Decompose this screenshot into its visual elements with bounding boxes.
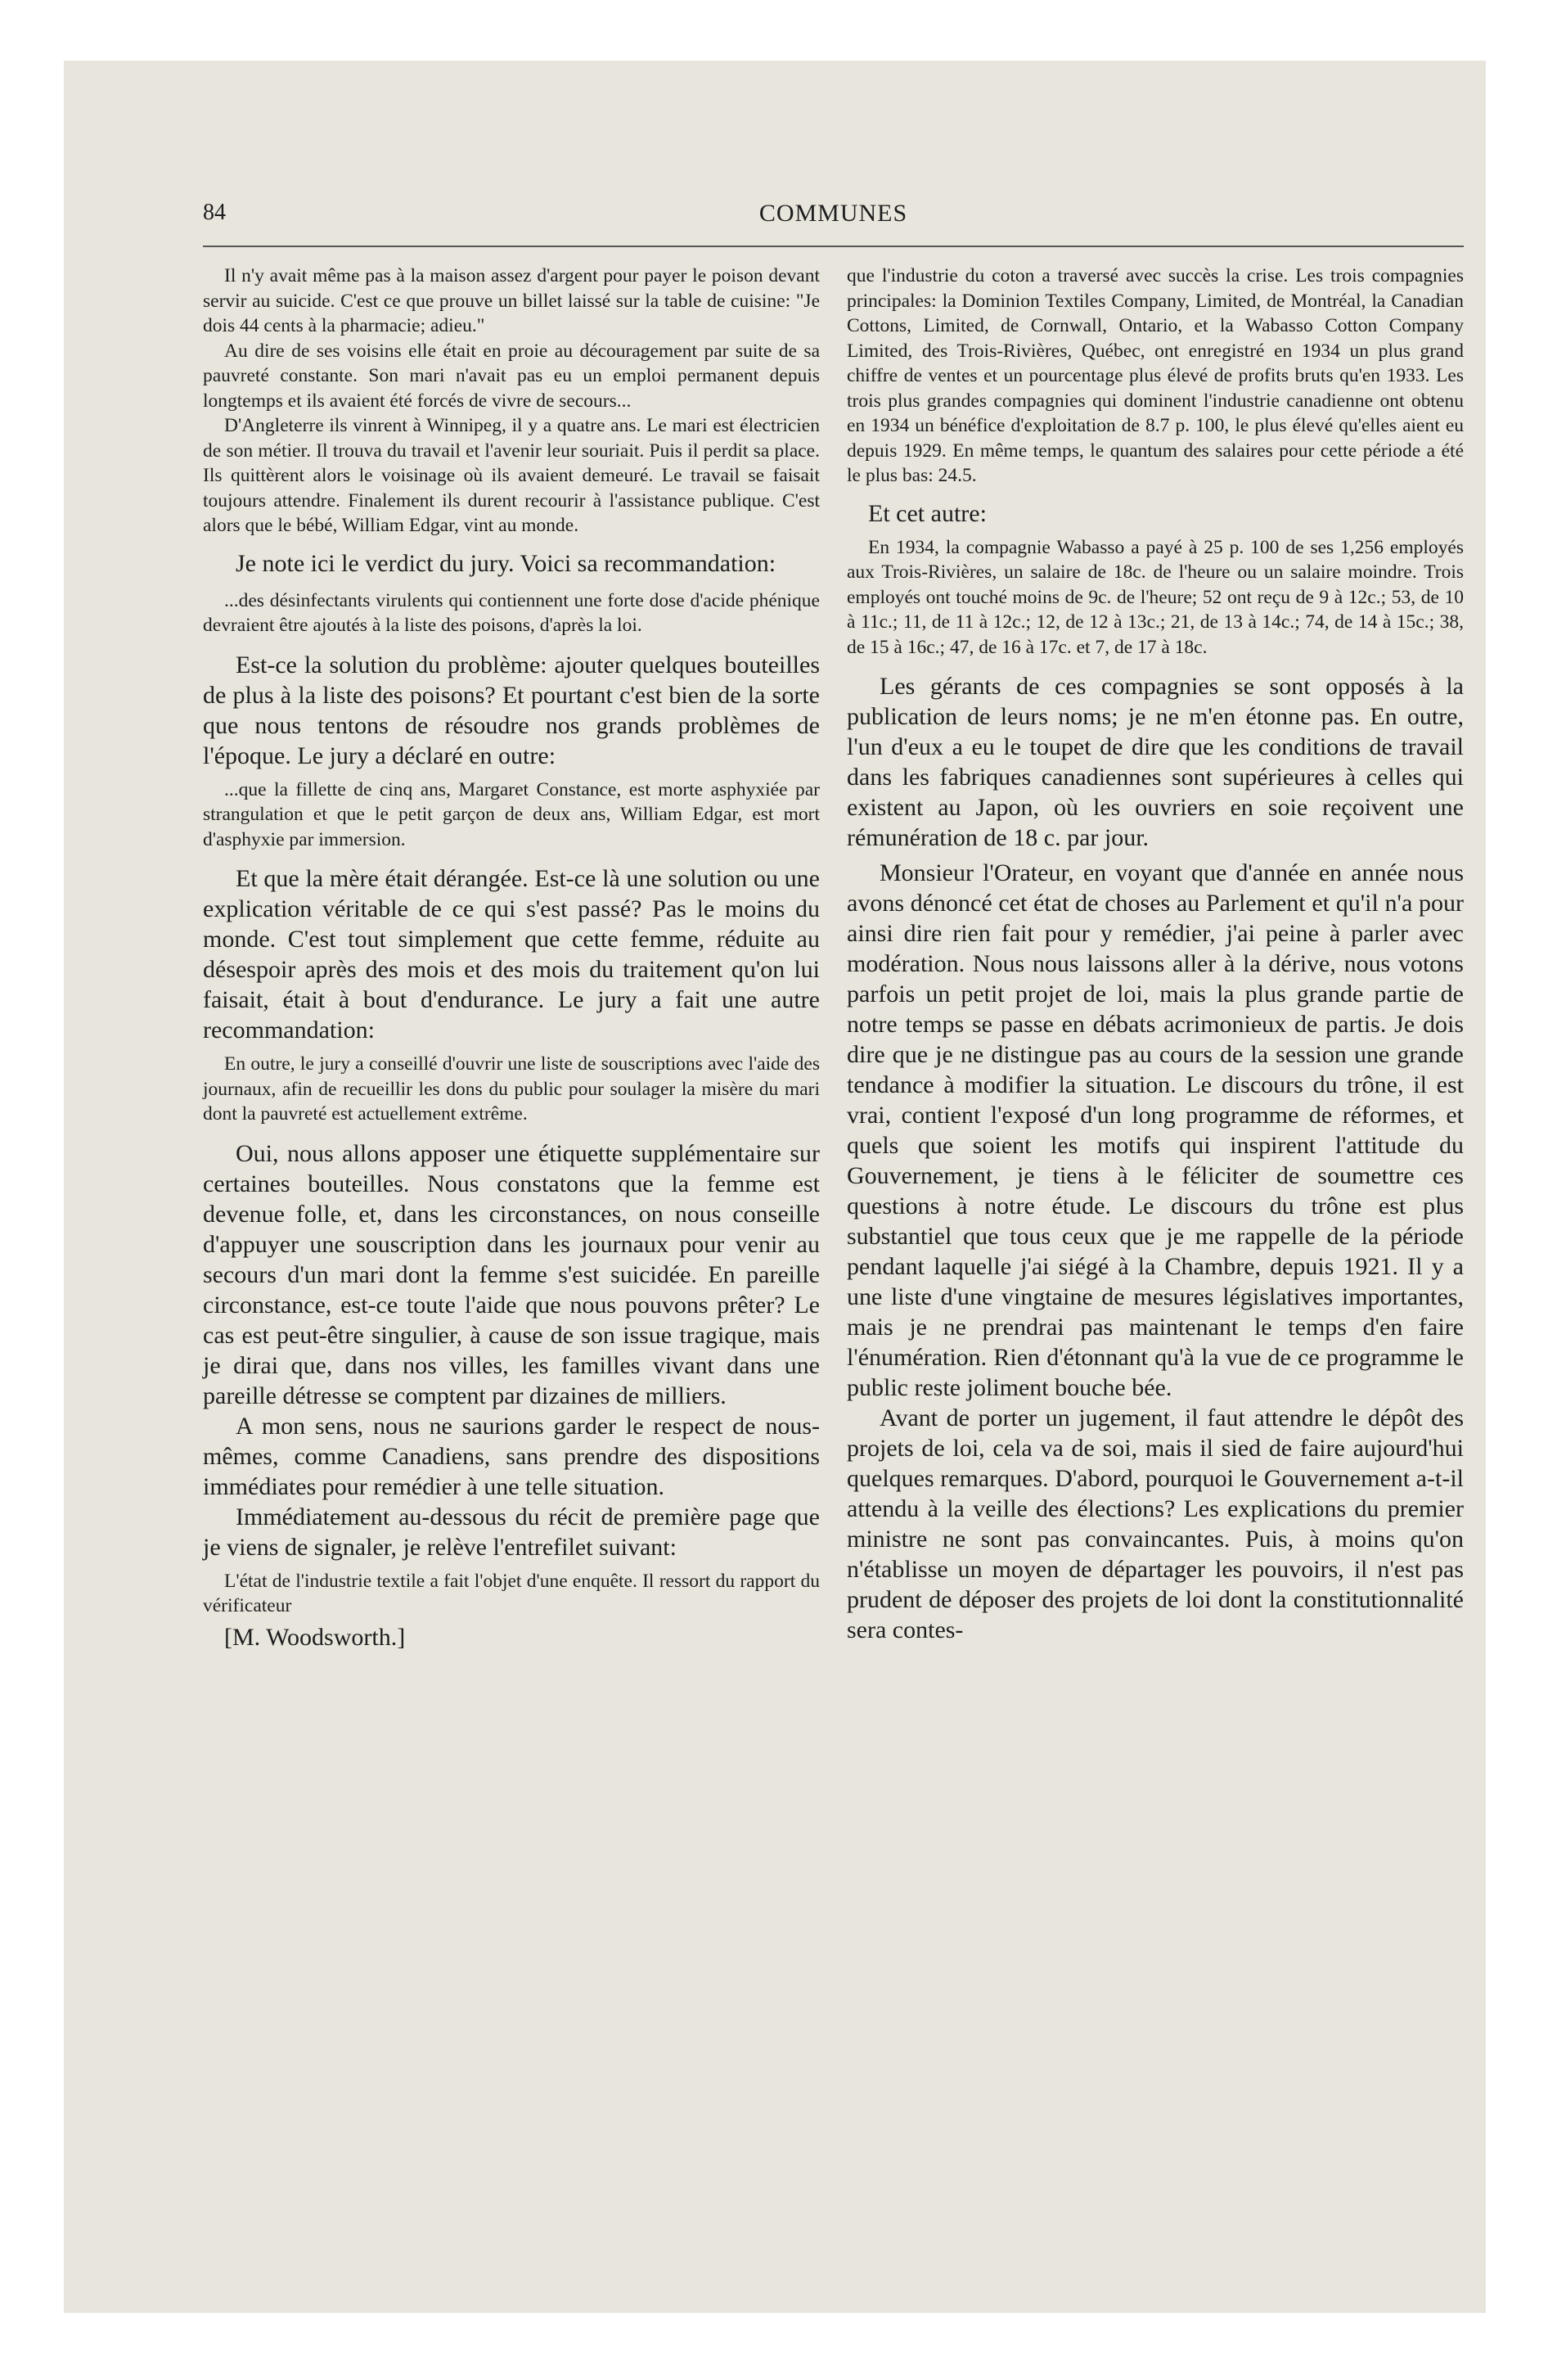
running-title: COMMUNES <box>758 200 908 227</box>
speech-paragraph: Je note ici le verdict du jury. Voici sa recommandation: <box>236 549 776 577</box>
quote-paragraph: que l'industrie du coton a traversé avec succès la crise. Les trois compagnies principales: la Dominion Textiles Company, Limited, de Montréal, la Canadian Cottons, Limited, de Cornwall, Ontario, et la Wabasso Cotton Company Limited, des Trois-Rivières, Québec, ont enregistré en 1934 un plus grand chiffre de ventes et un pourcentage plus élevé de profits bruts qu'en 1933. Les trois plus grandes compagnies qui dominent l'industrie canadienne ont obtenu en 1934 un bénéfice d'exploitation de 8.7 p. 100, le plus élevé qu'elles aient eu depuis 1929. En même temps, le quantum des salaires pour cette période a été le plus bas: 24.5. <box>847 265 1464 486</box>
document-page <box>203 200 1464 2295</box>
speech-paragraph: Oui, nous allons apposer une étiquette supplémentaire sur certaines bouteilles. Nous constatons que la femme est devenue folle, et, dans les circonstances, on nous conseille d'appuyer une souscription dans les journaux pour venir au secours d'un mari dont la femme s'est suicidée. En pareille circonstance, est-ce toute l'aide que nous pouvons prêter? Le cas est peut-être singulier, à cause de son issue tragique, mais je dirai que, dans nos villes, les familles vivant dans une pareille détresse se comptent par dizaines de milliers. <box>203 1139 820 1409</box>
quote-paragraph: Il n'y avait même pas à la maison assez d'argent pour payer le poison devant servir au suicide. C'est ce que prouve un billet laissé sur la table de cuisine: "Je dois 44 cents à la pharmacie; adieu." <box>203 265 820 336</box>
quote-paragraph: D'Angleterre ils vinrent à Winnipeg, il y a quatre ans. Le mari est électricien de son métier. Il trouva du travail et l'avenir leur souriait. Puis il perdit sa place. Ils quittèrent alors le voisinage où ils avaient demeuré. Le travail se faisait toujours attendre. Finalement ils durent recourir à l'assistance publique. C'est alors que le bébé, William Edgar, vint au monde. <box>203 415 820 536</box>
quote-paragraph: En 1934, la compagnie Wabasso a payé à 25 p. 100 de ses 1,256 employés aux Trois-Rivières, un salaire de 18c. de l'heure ou un salaire moindre. Trois employés ont touché moins de 9c. de l'heure; 52 ont reçu de 9 à 12c.; 53, de 10 à 11c.; 11, de 11 à 12c.; 12, de 12 à 13c.; 21, de 13 à 14c.; 74, de 14 à 15c.; 38, de 15 à 16c.; 47, de 16 à 17c. et 7, de 17 à 18c. <box>847 536 1464 658</box>
quote-paragraph: L'état de l'industrie textile a fait l'objet d'une enquête. Il ressort du rapport du vérificateur <box>203 1570 820 1616</box>
speech-paragraph: Et que la mère était dérangée. Est-ce là une solution ou une explication véritable de ce qui s'est passé? Pas le moins du monde. C'est tout simplement que cette femme, réduite au désespoir après des mois et des mois du traitement qu'on lui faisait, était à bout d'endurance. Le jury a fait une autre recommandation: <box>203 865 820 1044</box>
speech-paragraph: Avant de porter un jugement, il faut attendre le dépôt des projets de loi, cela va de soi, mais il sied de faire aujourd'hui quelques remarques. D'abord, pourquoi le Gouvernement a-t-il attendu à la veille des élections? Les explications du premier ministre ne sont pas convaincantes. Puis, à moins qu'on n'établisse un moyen de départager les pouvoirs, il n'est pas prudent de déposer des projets de loi dont la constitutionnalité sera contes- <box>847 1404 1464 1643</box>
quote-paragraph: En outre, le jury a conseillé d'ouvrir une liste de souscriptions avec l'aide des journaux, afin de recueillir les dons du public pour soulager la misère du mari dont la pauvreté est actuellement extrême. <box>203 1053 820 1125</box>
scanned-sheet <box>64 61 1486 2313</box>
right-column <box>847 264 1464 1645</box>
speech-paragraph: Les gérants de ces compagnies se sont opposés à la publication de leurs noms; je ne m'en étonne pas. En outre, l'un d'eux a eu le toupet de dire que les conditions de travail dans les fabriques canadiennes sont supérieures à celles qui existent au Japon, où les ouvriers en soie reçoivent une rémunération de 18 c. par jour. <box>847 673 1464 851</box>
speech-paragraph: Est-ce la solution du problème: ajouter quelques bouteilles de plus à la liste des poisons? Et pourtant c'est bien de la sorte que nous tentons de résoudre nos grands problèmes de l'époque. Le jury a déclaré en outre: <box>203 651 820 769</box>
quote-paragraph: ...des désinfectants virulents qui contiennent une forte dose d'acide phénique devraient être ajoutés à la liste des poisons, d'après la loi. <box>203 589 820 636</box>
speech-paragraph: Monsieur l'Orateur, en voyant que d'année en année nous avons dénoncé cet état de choses au Parlement et qu'il n'a pour ainsi dire rien fait pour y remédier, j'ai peine à parler avec modération. Nous nous laissons aller à la dérive, nous votons parfois un petit projet de loi, mais la plus grande partie de notre temps se passe en débats acrimonieux de partis. Je dois dire que je ne distingue pas au cours de la session une grande tendance à modifier la situation. Le discours du trône, il est vrai, contient l'exposé d'un long programme de réformes, et quels que soient les motifs qui inspirent l'attitude du Gouvernement, je tiens à le féliciter de soumettre ces questions à notre étude. Le discours du trône est plus substantiel que tous ceux que je me rappelle de la période pendant laquelle j'ai siégé à la Chambre, depuis 1921. Il y a une liste d'une vingtaine de mesures législatives importantes, mais je ne prendrai pas maintenant le temps d'en faire l'énumération. Rien d'étonnant qu'à la vue de ce programme le public reste joliment bouche bée. <box>847 859 1464 1401</box>
speech-paragraph: A mon sens, nous ne saurions garder le respect de nous-mêmes, comme Canadiens, sans prendre des dispositions immédiates pour remédier à une telle situation. <box>203 1412 820 1500</box>
speech-paragraph: Et cet autre: <box>868 499 987 527</box>
speaker-attribution: [M. Woodsworth.] <box>224 1623 406 1651</box>
speech-paragraph: Immédiatement au-dessous du récit de première page que je viens de signaler, je relève l'entrefilet suivant: <box>203 1503 820 1561</box>
quote-paragraph: ...que la fillette de cinq ans, Margaret Constance, est morte asphyxiée par strangulation et que le petit garçon de deux ans, William Edgar, est mort d'asphyxie par immersion. <box>203 778 820 850</box>
quote-paragraph: Au dire de ses voisins elle était en proie au découragement par suite de sa pauvreté constante. Son mari n'avait pas eu un emploi permanent depuis longtemps et ils avaient été forcés de vivre de secours... <box>203 340 820 412</box>
left-column <box>203 264 820 1652</box>
header-rule <box>203 246 1464 247</box>
page-number: 84 <box>203 200 226 225</box>
